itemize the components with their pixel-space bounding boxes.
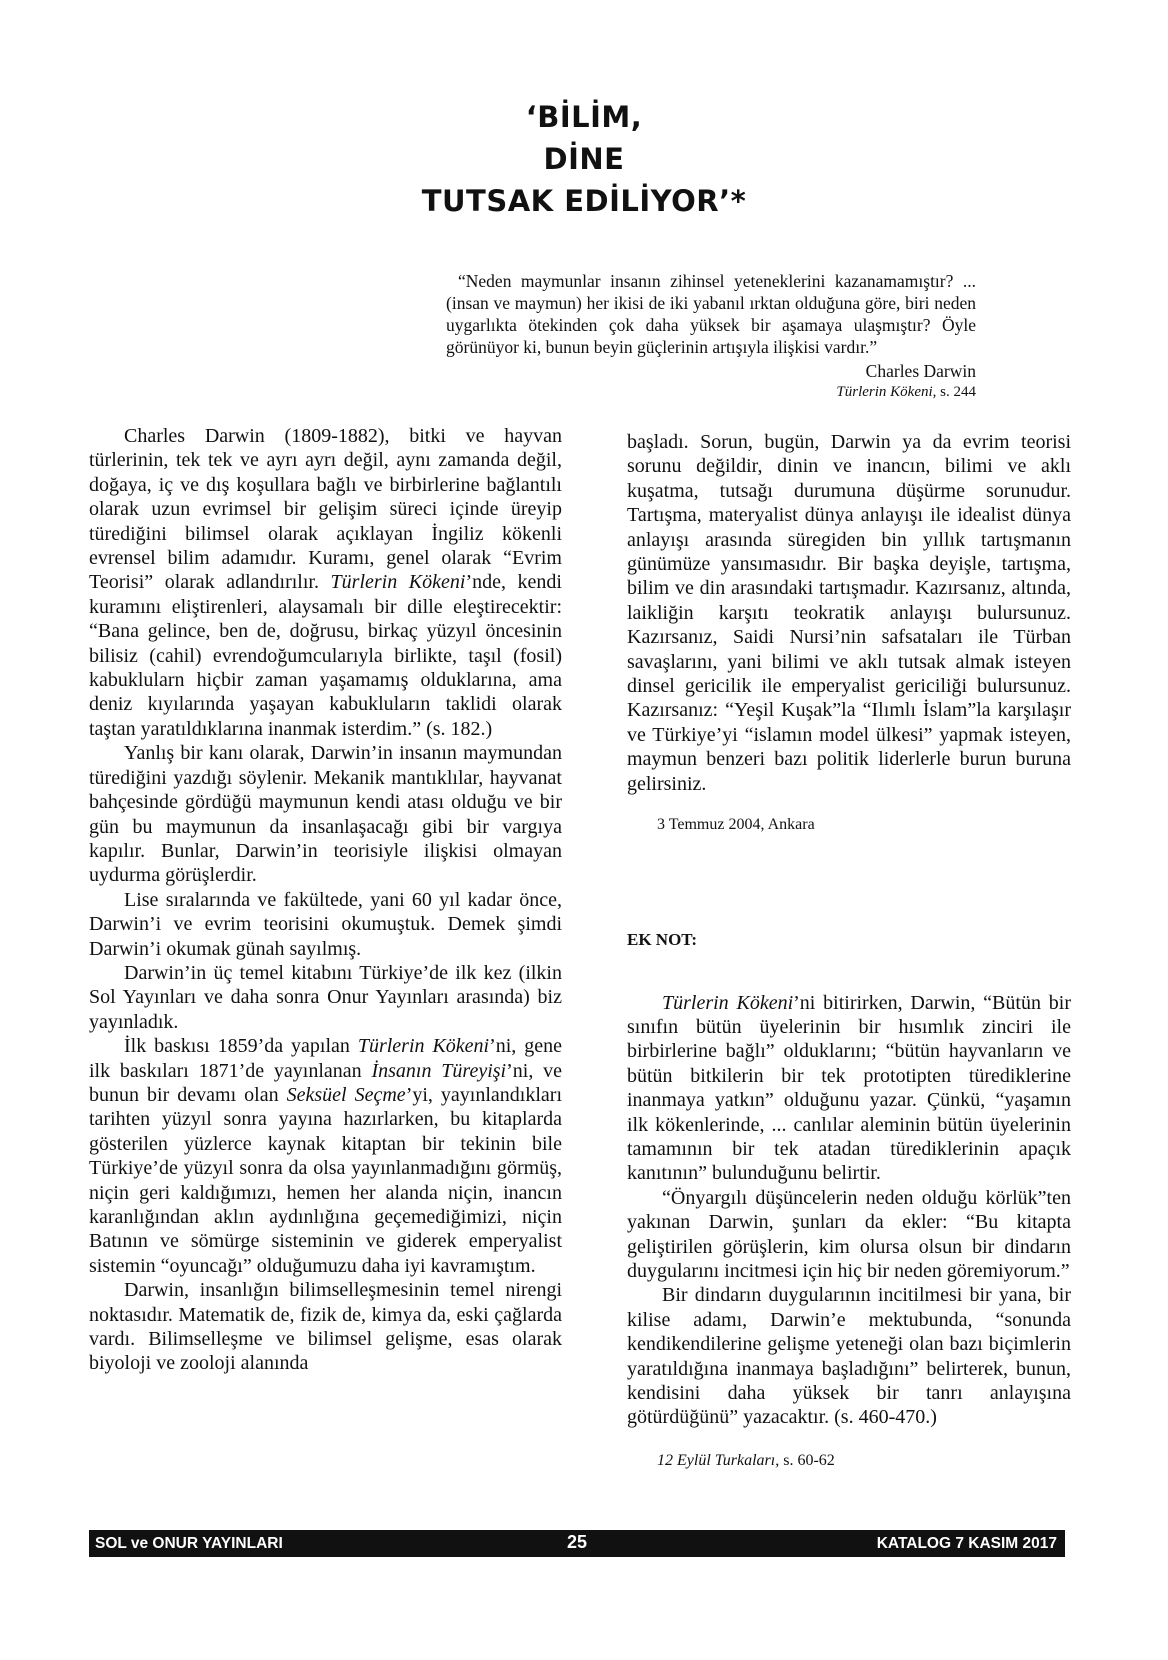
book-title: İnsanın Türeyişi (371, 1059, 507, 1082)
epigraph-author: Charles Darwin (865, 361, 976, 381)
paragraph: Bir dindarın duygularının incitilmesi bir yana, bir kilise adamı, Darwin’e mektubunda, “sonunda kendikendilerine gelişme yeteneği olan bazı biçimlerin yaratıldığına inanmaya başladığını” belirterek, bunun, kendisini daha yüksek bir tanrı anlayışına götürdüğünü” yazacaktır. (s. 460-470.) (627, 1284, 1071, 1429)
page-number: 25 (566, 1532, 588, 1552)
paragraph-text: Charles Darwin (1809-1882), bitki ve hayvan türlerinin, tek tek ve ayrı ayrı değil, aynı zamanda değil, doğaya, iç ve dış koşullara bağlı ve birbirlerine bağlantılı olarak uzun evrimsel bir gelişim süreci içinde üreyip türediğini bilimsel olarak açıklayan İngiliz kökenli evrensel bilim adamıdır. Kuramı, genel olarak “Evrim Teorisi” olarak adlandırılır. (89, 425, 562, 594)
end-source-title: 12 Eylül Turkaları (657, 1451, 776, 1469)
paragraph: Darwin’in üç temel kitabını Türkiye’de ilk kez (ilkin Sol Yayınları ve daha sonra Onur Yayınları arasında) biz yayınladık. (89, 961, 562, 1033)
paragraph-text: ’ni, ve bunun bir devamı olan (89, 1059, 563, 1106)
paragraph (89, 424, 562, 741)
end-source-page: , s. 60-62 (775, 1451, 835, 1469)
paragraph: Lise sıralarında ve fakültede, yani 60 yıl kadar önce, Darwin’i ve evrim teorisini okumuştuk. Demek şimdi Darwin’i okumak günah sayılmış. (89, 888, 562, 960)
paragraph-text: İlk baskısı 1859’da yapılan (124, 1035, 358, 1058)
book-title: Türlerin Kökeni (662, 991, 794, 1014)
book-title: Türlerin Kökeni (330, 571, 466, 594)
left-column (89, 424, 562, 1376)
epigraph-quote: “Neden maymunlar insanın zihinsel yeteneklerini kazanamamıştır? ... (insan ve maymun) her ikisi de iki yabanıl ırktan olduğuna göre, biri neden uygarlıkta ötekinden çok daha yüksek bir aşamaya ulaşmıştır? Öyle görünüyor ki, bunun beyin güçlerinin artışıyla ilişkisi vardır.” (446, 271, 976, 357)
spacer (627, 953, 1071, 991)
paragraph: Yanlış bir kanı olarak, Darwin’in insanın maymundan türediğini yazdığı söylenir. Mekanik mantıklılar, hayvanat bahçesinde gördüğü maymunun kendi atası olduğu ve bir gün bu maymunun da insanlaşacağı gibi bir vargıya kapılır. Bunlar, Darwin’in teorisiyle ilişkisi olmayan uydurma görüşlerdir. (89, 742, 562, 887)
book-title: Türlerin Kökeni (357, 1035, 490, 1058)
epigraph-source-page: , s. 244 (932, 384, 976, 400)
epigraph-source-title: Türlerin Kökeni (836, 384, 933, 400)
paragraph: “Önyargılı düşüncelerin neden olduğu körlük”ten yakınan Darwin, şunları da ekler: “Bu kitapta geliştirilen görüşlerin, kim olursa olsun bir dindarın duygularını incitmesi için hiç bir neden göremiyorum.” (627, 1186, 1071, 1282)
book-title: Seksüel Seçme (286, 1083, 406, 1106)
title-line-3: TUTSAK EDİLİYOR’* (421, 184, 747, 218)
dateline: 3 Temmuz 2004, Ankara (657, 816, 815, 834)
epigraph (446, 270, 976, 402)
footer-catalog: KATALOG 7 KASIM 2017 (876, 1535, 1057, 1552)
paragraph-text: ’ni, gene ilk baskıları 1871’de yayınlanan (89, 1035, 562, 1082)
paragraph-text: ’yi, yayınlandıkları tarihten yüzyıl sonra yayına hazırlarken, bu kitaplarda gösterilen yüzlerce kaynak kitaptan bir tekinin bile Türkiye’de yüzyıl sonra da olsa yayınlanmadığını görmüş, niçin geri kaldığımızı, hemen her alanda niçin, inancın karanlığından aklın aydınlığına geçemediğimizi, niçin Batının ve sömürge sisteminin ve giderek emperyalist sistemin “oyuncağı” olduğumuzu daha iyi kavramıştım. (89, 1083, 562, 1277)
paragraph (89, 1034, 562, 1278)
title-line-1: ‘BİLİM, (525, 100, 643, 134)
paragraph: başladı. Sorun, bugün, Darwin ya da evrim teorisi sorunu değildir, dinin ve inancın, bilimi ve aklı kuşatma, tutsağı durumuna düşürme sorunudur. Tartışma, materyalist dünya anlayışı ile idealist dünya anlayışı arasında süregiden bin yıllık tartışmanın günümüze yansımasıdır. Bir başka deyişle, tartışma, bilim ve din arasındaki tartışmadır. Kazırsanız, altında, laikliğin karşıtı teokratik anlayışı bulursunuz. Kazırsanız, Saidi Nursi’nin safsataları ile Türban savaşlarını, yani bilimi ve aklı tutsak almak isteyen dinsel gericilik ile emperyalist gericiliği bulursunuz. Kazırsanız: “Yeşil Kuşak”la “Ilımlı İslam”la karşılaşır ve Türkiye’yi “islamın model ülkesi” yapmak isteyen, maymun benzeri bazı politik liderlerle burun buruna gelirsiniz. (627, 431, 1071, 795)
footer-bar (89, 1530, 1065, 1557)
paragraph (627, 991, 1071, 1186)
end-source (627, 1450, 1071, 1472)
footer-publisher: SOL ve ONUR YAYINLARI (95, 1535, 283, 1552)
right-column (627, 430, 1071, 1472)
ek-not-heading: EK NOT: (627, 930, 698, 950)
title-line-2: DİNE (543, 142, 625, 176)
article-title (0, 96, 1168, 222)
paragraph: Darwin, insanlığın bilimselleşmesinin temel nirengi noktasıdır. Matematik de, fizik de, kimya da, eski çağlarda vardı. Bilimselleşme ve bilimsel gelişme, esas olarak biyoloji ve zooloji alanında (89, 1279, 562, 1375)
epigraph-source (446, 382, 976, 402)
paragraph-text: ’ni bitirirken, Darwin, “Bütün bir sınıfın bütün üyelerinin bir hısımlık zinciri ile birbirlerine bağlı” olduklarını; “bütün hayvanların ve bütün bitkilerin bir tek prototipten türediklerine inanmaya yatkın” olduğunu yazar. Çünkü, “yaşamın ilk kökenlerinde, ... canlılar aleminin bütün üyelerinin tamamının bir tek atadan türediklerinin apaçık kanıtının” bulunduğunu belirtir. (627, 991, 1071, 1185)
paragraph-text: ’nde, kendi kuramını eliştirenleri, alaysamalı bir dille eleştirecektir: “Bana gelince, ben de, doğrusu, birkaç yüzyıl öncesinin bilisiz (cahil) evrendoğumcularıyla birlikte, taşıl (fosil) kabuklularn hiçbir zaman yaşamamış olduklarına, ama deniz kıyılarında yaşayan kabukluların taklidi olarak taştan yaratıldıklarına inanmak isterdim.” (s. 182.) (89, 571, 562, 740)
